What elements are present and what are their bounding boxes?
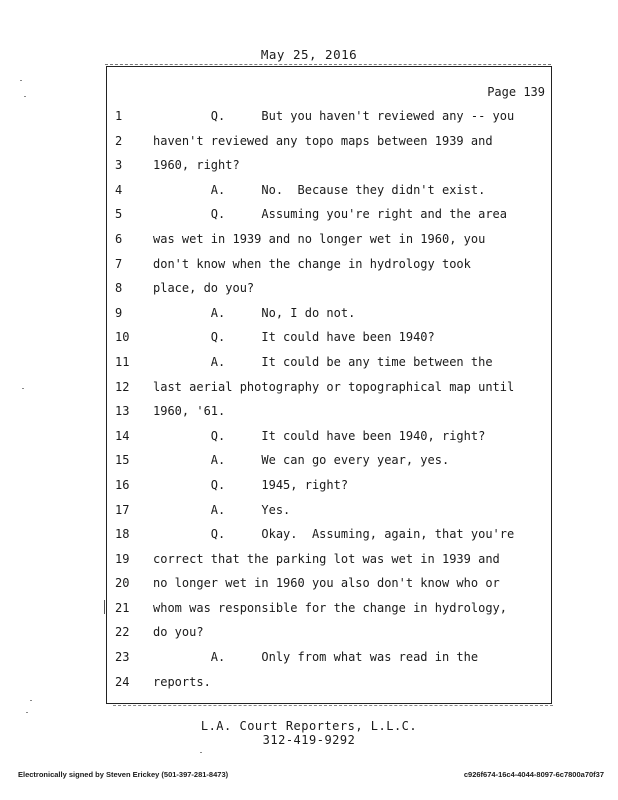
line-number: 9 bbox=[115, 305, 123, 320]
transcript-line bbox=[107, 129, 551, 154]
line-text: A. We can go every year, yes. bbox=[153, 453, 450, 468]
transcript-line bbox=[107, 547, 551, 572]
line-text: A. It could be any time between the bbox=[153, 354, 493, 369]
line-text: don't know when the change in hydrology took bbox=[153, 256, 471, 271]
line-text: 1960, '61. bbox=[153, 404, 226, 419]
transcript-line bbox=[107, 178, 551, 203]
transcript-line bbox=[107, 350, 551, 375]
transcript-line bbox=[107, 473, 551, 498]
line-number: 16 bbox=[115, 477, 130, 492]
transcript-line bbox=[107, 276, 551, 301]
line-number: 17 bbox=[115, 502, 130, 517]
line-text: place, do you? bbox=[153, 281, 255, 296]
transcript-line bbox=[107, 227, 551, 252]
line-text: Q. It could have been 1940, right? bbox=[153, 428, 486, 443]
line-text: Q. 1945, right? bbox=[153, 477, 349, 492]
line-number: 13 bbox=[115, 404, 130, 419]
transcript-line bbox=[107, 301, 551, 326]
transcript-page bbox=[106, 66, 552, 704]
line-text: do you? bbox=[153, 625, 204, 640]
line-text: A. No, I do not. bbox=[153, 305, 356, 320]
transcript-line bbox=[107, 375, 551, 400]
line-number: 22 bbox=[115, 625, 130, 640]
line-text: A. Only from what was read in the bbox=[153, 650, 479, 665]
line-number: 6 bbox=[115, 231, 123, 246]
line-text: Q. It could have been 1940? bbox=[153, 330, 435, 345]
electronic-signature: Electronically signed by Steven Erickey (501-397-281-8473) bbox=[18, 770, 229, 779]
transcript-line bbox=[107, 202, 551, 227]
transcript-line bbox=[107, 620, 551, 645]
transcript-lines bbox=[107, 104, 551, 694]
transcript-line bbox=[107, 596, 551, 621]
line-number: 12 bbox=[115, 379, 130, 394]
line-number: 21 bbox=[115, 600, 130, 615]
line-text: 1960, right? bbox=[153, 158, 240, 173]
line-number: 14 bbox=[115, 428, 130, 443]
transcript-line bbox=[107, 252, 551, 277]
transcript-line bbox=[107, 571, 551, 596]
transcript-line bbox=[107, 645, 551, 670]
line-text: reports. bbox=[153, 674, 211, 689]
line-text: correct that the parking lot was wet in 1939 and bbox=[153, 551, 500, 566]
transcript-line bbox=[107, 522, 551, 547]
transcript-line bbox=[107, 424, 551, 449]
line-number: 8 bbox=[115, 281, 123, 296]
court-reporter-phone: 312-419-9292 bbox=[262, 733, 356, 747]
transcript-line bbox=[107, 325, 551, 350]
line-text: Q. But you haven't reviewed any -- you bbox=[153, 109, 515, 123]
line-number: 7 bbox=[115, 256, 123, 271]
line-number: 3 bbox=[115, 158, 123, 173]
line-number: 23 bbox=[115, 650, 130, 665]
line-text: A. Yes. bbox=[153, 502, 291, 517]
line-number: 15 bbox=[115, 453, 130, 468]
line-text: A. No. Because they didn't exist. bbox=[153, 182, 486, 197]
transcript-line bbox=[107, 153, 551, 178]
transcript-line bbox=[107, 670, 551, 695]
line-number: 2 bbox=[115, 133, 123, 148]
line-number: 5 bbox=[115, 207, 123, 222]
transcript-line bbox=[107, 448, 551, 473]
page-number: Page 139 bbox=[487, 85, 545, 99]
line-number: 4 bbox=[115, 182, 123, 197]
line-text: whom was responsible for the change in hydrology, bbox=[153, 600, 508, 615]
transcript-line bbox=[107, 498, 551, 523]
line-number: 19 bbox=[115, 551, 130, 566]
document-hash: c926f674-16c4-4044-8097-6c7800a70f37 bbox=[463, 770, 604, 779]
transcript-date: May 25, 2016 bbox=[260, 47, 358, 62]
court-reporter-name: L.A. Court Reporters, L.L.C. bbox=[200, 719, 418, 733]
line-text: Q. Assuming you're right and the area bbox=[153, 207, 508, 222]
line-number: 18 bbox=[115, 527, 130, 542]
line-text: was wet in 1939 and no longer wet in 1960, you bbox=[153, 231, 486, 246]
line-text: no longer wet in 1960 you also don't know who or bbox=[153, 576, 500, 591]
line-text: Q. Okay. Assuming, again, that you're bbox=[153, 527, 515, 542]
line-number: 10 bbox=[115, 330, 130, 345]
line-number: 20 bbox=[115, 576, 130, 591]
transcript-line bbox=[107, 104, 551, 129]
transcript-line bbox=[107, 399, 551, 424]
line-text: haven't reviewed any topo maps between 1939 and bbox=[153, 133, 493, 148]
line-number: 1 bbox=[115, 109, 123, 123]
line-number: 11 bbox=[115, 354, 130, 369]
line-number: 24 bbox=[115, 674, 130, 689]
line-text: last aerial photography or topographical map until bbox=[153, 379, 515, 394]
